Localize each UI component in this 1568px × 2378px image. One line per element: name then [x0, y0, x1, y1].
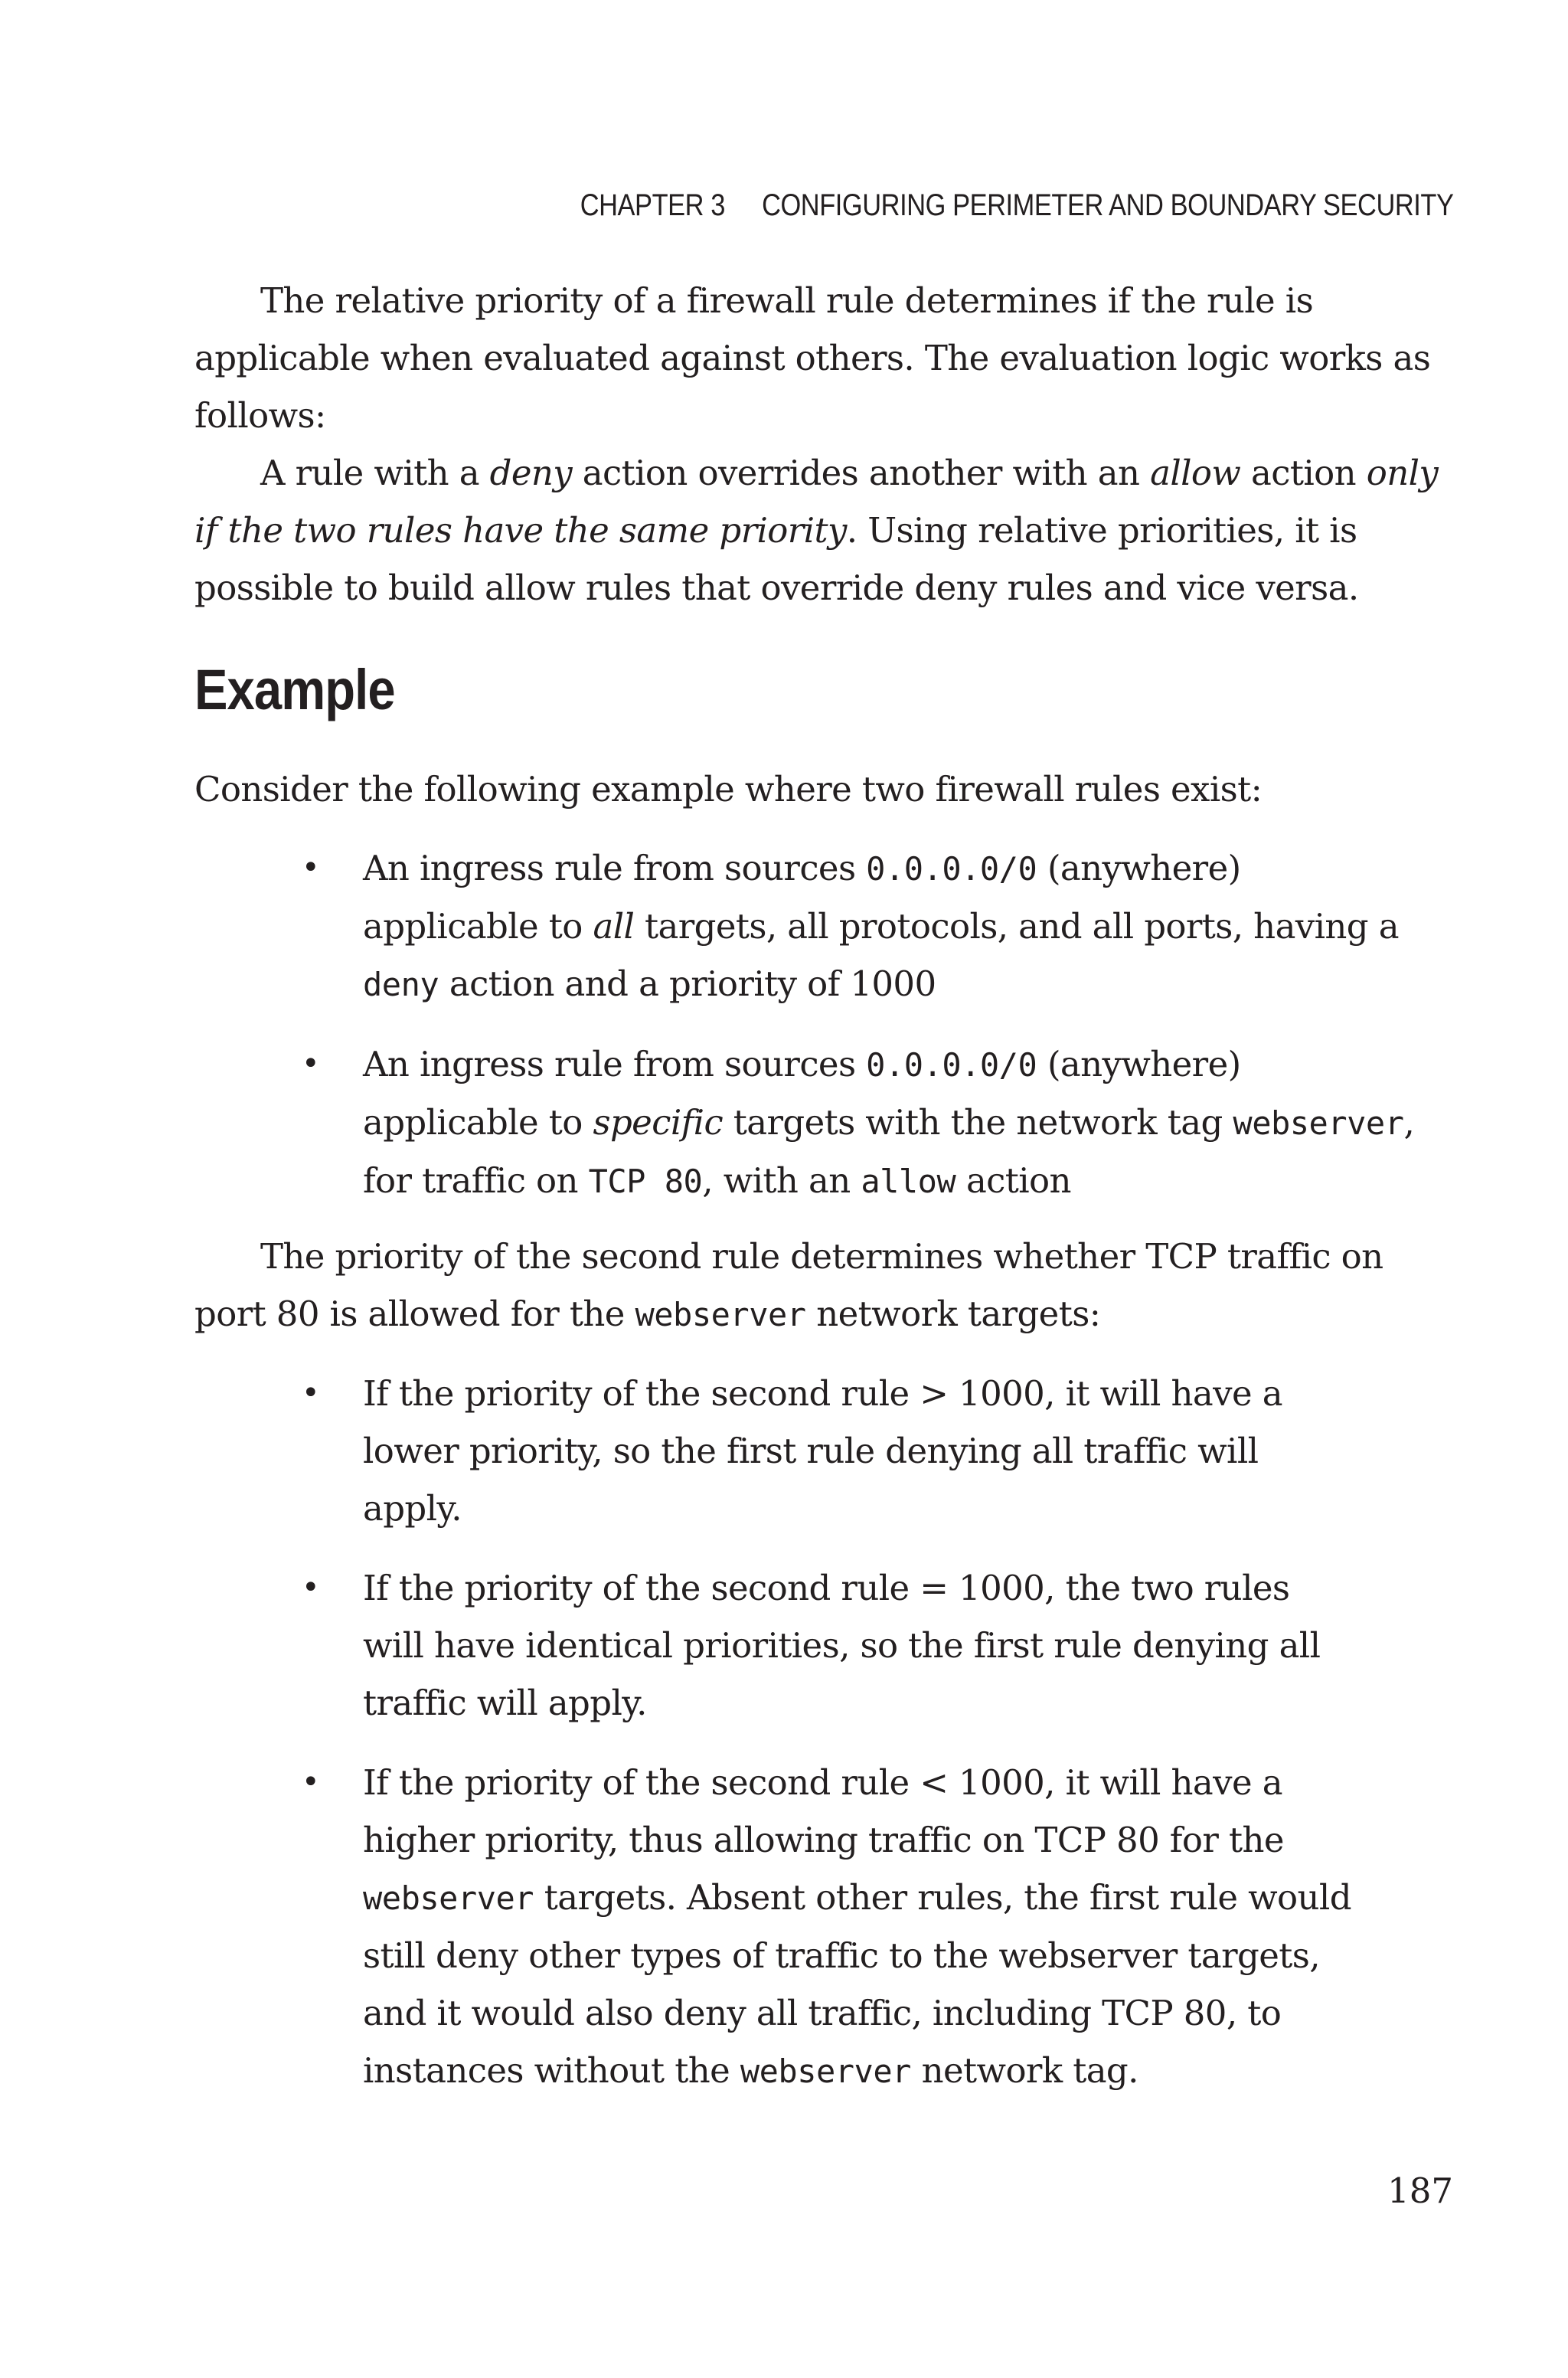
rule2-tag-code: webserver — [1233, 1104, 1404, 1142]
case2-text: If the priority of the second rule = 1000, the two rules will have identical priorities, so the first rule denying all traffic will apply. — [363, 1568, 1321, 1723]
intro-p2-deny: deny — [489, 453, 573, 493]
priority-code: webserver — [635, 1296, 806, 1333]
case3-text-b: targets. Absent other rules, the first rule would still deny other types of traffic to the webserver targets, and it would also deny all traffic, including TCP 80, to instances without the — [363, 1877, 1351, 2091]
case3-text-c: network tag. — [910, 2050, 1138, 2091]
bullet-icon: • — [302, 1765, 319, 1800]
bullet-icon: • — [302, 1570, 319, 1605]
page-number: 187 — [1387, 2170, 1453, 2211]
case3-code-1: webserver — [363, 1879, 534, 1917]
intro-paragraph-2 — [194, 444, 1458, 617]
priority-paragraph — [194, 1228, 1458, 1343]
rule1-source-code: 0.0.0.0/0 — [866, 850, 1037, 888]
intro-p2-emphasis: only if the two rules have the same priority — [194, 453, 1439, 551]
bullet-icon: • — [302, 850, 319, 885]
intro-p2-b: action overrides another with an — [572, 453, 1151, 493]
intro-section — [194, 272, 1458, 617]
rules-list — [194, 839, 1419, 1232]
priority-section — [194, 1228, 1458, 1343]
list-item — [194, 1365, 1358, 1537]
example-intro-section — [194, 761, 1458, 818]
rule2-emphasis: specific — [593, 1102, 724, 1143]
priority-text-a: The priority of the second rule determines whether TCP traffic on port 80 is allowed for the — [194, 1236, 1383, 1334]
rule2-text-e: , with an — [702, 1160, 861, 1201]
case3-text-a: If the priority of the second rule < 1000, it will have a higher priority, thus allowing traffic on TCP 80 for the — [363, 1762, 1284, 1860]
rule2-text-c: targets with the network tag — [723, 1102, 1233, 1143]
rule2-text-d: , for traffic on — [363, 1102, 1415, 1201]
rule1-action-code: deny — [363, 966, 439, 1003]
rule2-text-f: action — [956, 1160, 1071, 1201]
intro-p2-allow: allow — [1150, 453, 1241, 493]
bullet-icon: • — [302, 1046, 319, 1081]
running-head — [580, 188, 1453, 223]
rule2-source-code: 0.0.0.0/0 — [866, 1046, 1037, 1084]
intro-p2-d: . Using relative priorities, it is possible to build allow rules that override deny rules and vice versa. — [194, 510, 1359, 608]
rule1-text-d: action and a priority of 1000 — [439, 963, 936, 1004]
cases-list — [194, 1365, 1358, 2122]
rule2-action-code: allow — [861, 1163, 956, 1200]
intro-p2-a: A rule with a — [260, 453, 490, 493]
running-head-chapter: CHAPTER 3 — [580, 188, 725, 222]
rule1-text-b: (anywhere) applicable to — [363, 848, 1241, 947]
rule2-text-a: An ingress rule from sources — [363, 1044, 867, 1084]
case1-text: If the priority of the second rule > 1000, it will have a lower priority, so the first rule denying all traffic will apply. — [363, 1373, 1282, 1529]
rule1-text-a: An ingress rule from sources — [363, 848, 867, 888]
rule2-text-b: (anywhere) applicable to — [363, 1044, 1241, 1143]
list-item — [194, 1559, 1358, 1732]
intro-paragraph-1: The relative priority of a firewall rule determines if the rule is applicable when evaluated against others. The evaluation logic works as follows: — [194, 280, 1431, 436]
priority-text-b: network targets: — [805, 1294, 1101, 1334]
list-item — [194, 839, 1419, 1013]
example-intro-paragraph: Consider the following example where two firewall rules exist: — [194, 769, 1263, 810]
case3-code-2: webserver — [740, 2053, 911, 2090]
intro-p2-c: action — [1240, 453, 1367, 493]
running-head-title: CONFIGURING PERIMETER AND BOUNDARY SECURITY — [761, 188, 1453, 222]
section-heading: Example — [194, 658, 395, 721]
rule1-emphasis: all — [593, 906, 635, 947]
bullet-icon: • — [302, 1375, 319, 1411]
rule1-text-c: targets, all protocols, and all ports, having a — [634, 906, 1399, 947]
rule2-port-code: TCP 80 — [588, 1163, 703, 1200]
list-item — [194, 1035, 1419, 1210]
list-item — [194, 1754, 1358, 2100]
